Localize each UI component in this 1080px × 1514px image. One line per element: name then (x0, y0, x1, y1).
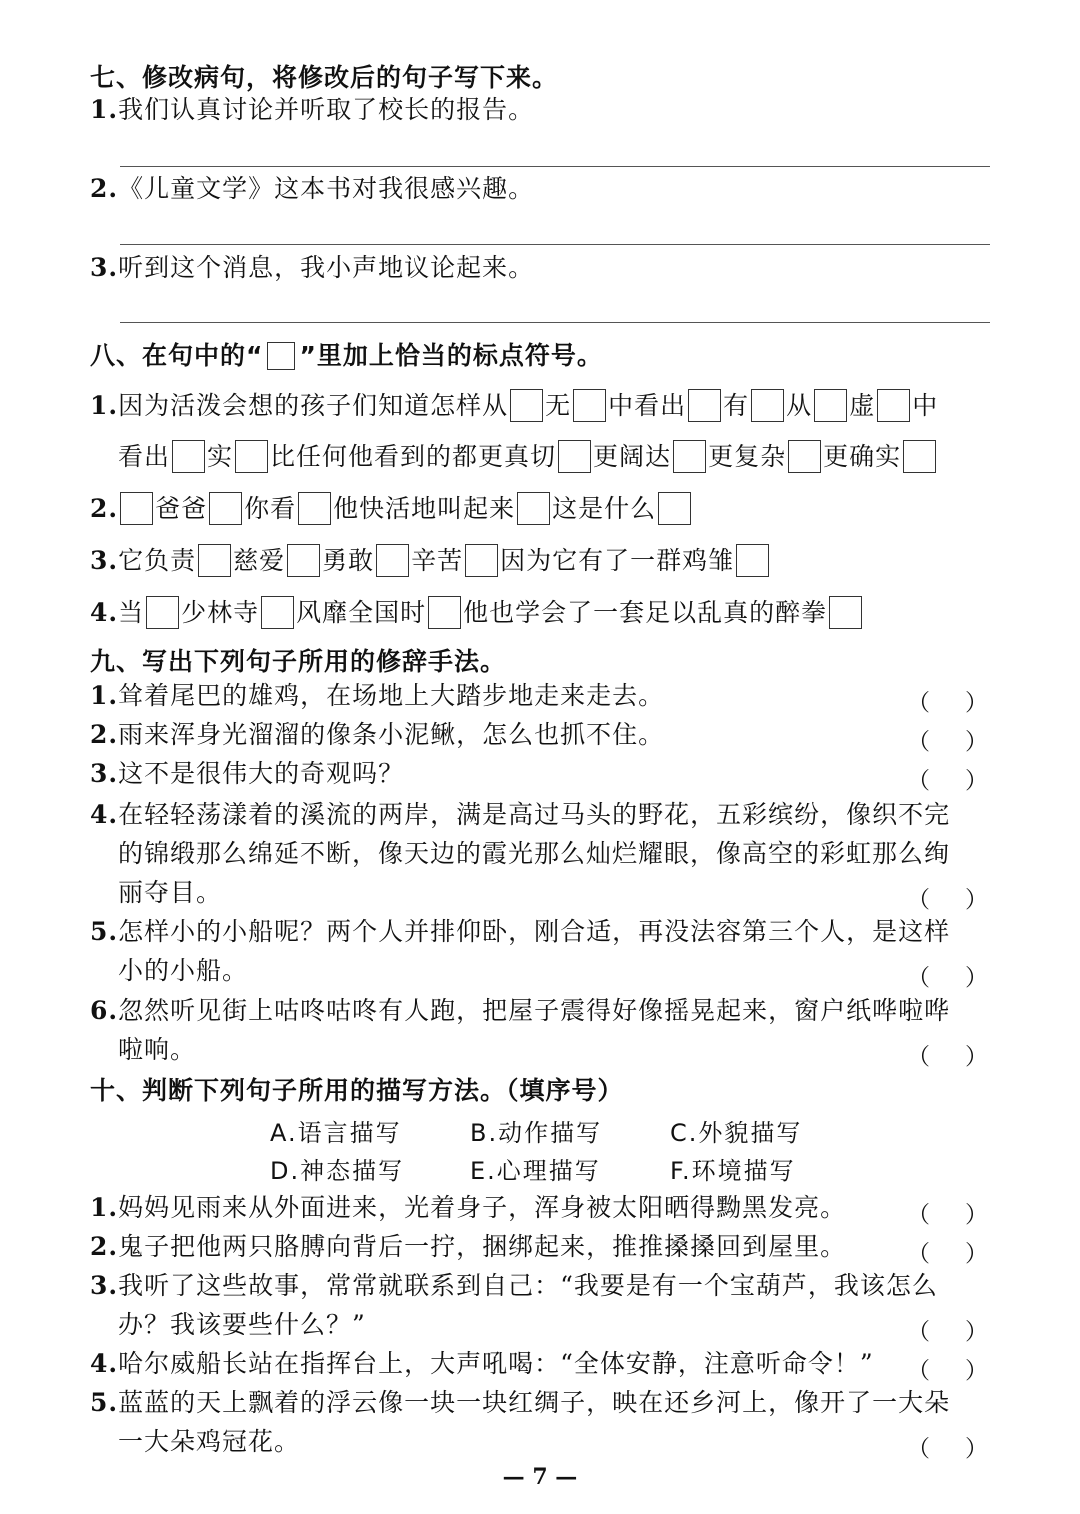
punct-box[interactable] (903, 440, 936, 473)
s9-item-5-line1 (90, 914, 950, 950)
s7-item-3 (90, 250, 534, 286)
text: 你看 (244, 494, 297, 523)
paren-close: ） (965, 1436, 988, 1462)
text: 这是什么 (552, 494, 657, 523)
s9-item-6-line1 (90, 993, 950, 1029)
text: 爸爸 (155, 494, 208, 523)
item-number: 4. (90, 1349, 119, 1378)
punct-box[interactable] (573, 389, 606, 422)
s10-item-4 (90, 1346, 874, 1382)
punct-box[interactable] (829, 596, 862, 629)
option-d: D.神态描写 (270, 1157, 405, 1185)
title-part: ”里加上恰当的标点符号。 (299, 341, 603, 370)
item-number: 2. (90, 174, 119, 203)
text: 无 (545, 391, 572, 420)
option-c: C.外貌描写 (670, 1119, 803, 1147)
item-text: 怎样小的小船呢？两个人并排仰卧，刚合适，再没法容第三个人，是这样 (118, 917, 951, 946)
s10-item-1 (90, 1190, 846, 1226)
item-number: 3. (90, 1271, 119, 1300)
item-number: 1. (90, 681, 119, 710)
item-text: 鬼子把他两只胳膊向背后一拧，捆绑起来，推推搡搡回到屋里。 (118, 1232, 847, 1261)
answer-parens[interactable] (907, 1038, 988, 1071)
s8-item-2 (90, 489, 693, 529)
s7-item-1 (90, 92, 534, 128)
item-text: 耸着尾巴的雄鸡，在场地上大踏步地走来走去。 (118, 681, 665, 710)
paren-close: ） (965, 1044, 988, 1070)
s9-item-4-line1 (90, 797, 950, 833)
punct-box[interactable] (172, 440, 205, 473)
s9-item-6-line2: 啦响。 (118, 1035, 197, 1064)
text: 风靡全国时 (296, 598, 427, 627)
item-number: 3. (90, 253, 119, 282)
text: 从 (786, 391, 813, 420)
item-text: 雨来浑身光溜溜的像条小泥鳅，怎么也抓不住。 (118, 720, 665, 749)
item-text: 我听了这些故事，常常就联系到自己：“我要是有一个宝葫芦，我该怎么 (118, 1271, 938, 1300)
punct-box[interactable] (120, 492, 153, 525)
paren-open: （ (907, 965, 930, 991)
punct-box[interactable] (558, 440, 591, 473)
item-number: 2. (90, 720, 119, 749)
item-number: 5. (90, 1388, 119, 1417)
s7-item-2 (90, 171, 534, 207)
s9-item-1 (90, 678, 664, 714)
s9-item-2 (90, 717, 664, 753)
paren-open: （ (907, 690, 930, 716)
section-7-title: 七、修改病句，将修改后的句子写下来。 (90, 63, 559, 92)
s9-item-5-line2: 小的小船。 (118, 956, 249, 985)
text: 比任何他看到的都更真切 (270, 442, 557, 471)
paren-close: ） (965, 965, 988, 991)
punct-box[interactable] (261, 596, 294, 629)
title-part: 八、在句中的“ (90, 341, 264, 370)
punct-box[interactable] (673, 440, 706, 473)
text: 当 (118, 598, 145, 627)
paren-open: （ (907, 1044, 930, 1070)
text: 它负责 (118, 546, 197, 575)
item-text: 妈妈见雨来从外面进来，光着身子，浑身被太阳晒得黝黑发亮。 (118, 1193, 847, 1222)
s8-item-1-line2 (118, 437, 938, 477)
item-text: 听到这个消息，我小声地议论起来。 (118, 253, 535, 282)
answer-parens[interactable] (907, 1196, 988, 1229)
section-8-title (90, 336, 603, 372)
punct-box[interactable] (688, 389, 721, 422)
text: 虚 (849, 391, 876, 420)
s9-item-4-line3: 丽夺目。 (118, 878, 223, 907)
answer-line[interactable] (120, 322, 990, 323)
answer-parens[interactable] (907, 1352, 988, 1385)
text: 慈爱 (233, 546, 286, 575)
punct-box[interactable] (788, 440, 821, 473)
punct-box[interactable] (658, 492, 691, 525)
answer-parens[interactable] (907, 881, 988, 914)
punct-box[interactable] (287, 544, 320, 577)
paren-open: （ (907, 1358, 930, 1384)
punct-box[interactable] (298, 492, 331, 525)
punct-box[interactable] (510, 389, 543, 422)
answer-line[interactable] (120, 166, 990, 167)
s10-item-5-line2: 一大朵鸡冠花。 (118, 1427, 301, 1456)
paren-close: ） (965, 1241, 988, 1267)
answer-line[interactable] (120, 244, 990, 245)
s10-item-3-line1 (90, 1268, 938, 1304)
item-number: 3. (90, 759, 119, 788)
answer-parens[interactable] (907, 959, 988, 992)
answer-parens[interactable] (907, 723, 988, 756)
s9-item-3 (90, 756, 404, 792)
text: 因为它有了一群鸡雏 (500, 546, 735, 575)
paren-close: ） (965, 690, 988, 716)
page-number: — 7 — (502, 1464, 578, 1490)
option-b: B.动作描写 (470, 1119, 603, 1147)
paren-open: （ (907, 768, 930, 794)
paren-close: ） (965, 729, 988, 755)
s8-item-3 (90, 541, 771, 581)
punct-box[interactable] (209, 492, 242, 525)
item-number: 5. (90, 917, 119, 946)
answer-parens[interactable] (907, 762, 988, 795)
item-number: 1. (90, 95, 119, 124)
text: 更阔达 (593, 442, 672, 471)
s8-item-4 (90, 593, 864, 633)
item-text: 哈尔威船长站在指挥台上，大声吼喝：“全体安静，注意听命令！” (118, 1349, 874, 1378)
answer-parens[interactable] (907, 684, 988, 717)
section-10-title: 十、判断下列句子所用的描写方法。（填序号） (90, 1076, 624, 1105)
paren-open: （ (907, 1436, 930, 1462)
punct-box[interactable] (146, 596, 179, 629)
paren-close: ） (965, 887, 988, 913)
punct-box[interactable] (736, 544, 769, 577)
answer-parens[interactable] (907, 1430, 988, 1463)
punct-box[interactable] (465, 544, 498, 577)
item-text: 这不是很伟大的奇观吗？ (118, 759, 405, 788)
text: 勇敢 (322, 546, 375, 575)
paren-open: （ (907, 1202, 930, 1228)
option-e: E.心理描写 (470, 1157, 601, 1185)
item-number: 2. (90, 1232, 119, 1261)
punct-box[interactable] (751, 389, 784, 422)
s9-item-4-line2: 的锦缎那么绵延不断，像天边的霞光那么灿烂耀眼，像高空的彩虹那么绚 (118, 839, 951, 868)
section-9-title: 九、写出下列句子所用的修辞手法。 (90, 647, 507, 676)
text: 中看出 (608, 391, 687, 420)
answer-parens[interactable] (907, 1235, 988, 1268)
paren-open: （ (907, 729, 930, 755)
item-text: 在轻轻荡漾着的溪流的两岸，满是高过马头的野花，五彩缤纷，像织不完 (118, 800, 951, 829)
text: 更复杂 (708, 442, 787, 471)
option-a: A.语言描写 (270, 1119, 402, 1147)
item-number: 3. (90, 546, 119, 575)
text: 看出 (118, 442, 171, 471)
item-text: 忽然听见街上咕咚咕咚有人跑，把屋子震得好像摇晃起来，窗户纸哗啦哗 (118, 996, 951, 1025)
item-number: 1. (90, 1193, 119, 1222)
text: 有 (723, 391, 750, 420)
punct-box[interactable] (235, 440, 268, 473)
paren-close: ） (965, 1202, 988, 1228)
punct-box[interactable] (877, 389, 910, 422)
paren-open: （ (907, 1319, 930, 1345)
item-number: 4. (90, 800, 119, 829)
item-text: 我们认真讨论并听取了校长的报告。 (118, 95, 535, 124)
s10-item-2 (90, 1229, 846, 1265)
option-f: F.环境描写 (670, 1157, 796, 1185)
punct-box[interactable] (517, 492, 550, 525)
item-text: 蓝蓝的天上飘着的浮云像一块一块红绸子，映在还乡河上，像开了一大朵 (118, 1388, 951, 1417)
paren-open: （ (907, 887, 930, 913)
s10-item-3-line2: 办？我该要些什么？” (118, 1310, 366, 1339)
paren-close: ） (965, 1358, 988, 1384)
text: 因为活泼会想的孩子们知道怎样从 (118, 391, 509, 420)
punct-box[interactable] (376, 544, 409, 577)
item-number: 6. (90, 996, 119, 1025)
item-number: 2. (90, 494, 119, 523)
text: 中 (912, 391, 939, 420)
answer-parens[interactable] (907, 1313, 988, 1346)
text: 少林寺 (181, 598, 260, 627)
punct-box[interactable] (428, 596, 461, 629)
paren-close: ） (965, 1319, 988, 1345)
text: 辛苦 (411, 546, 464, 575)
s8-item-1-line1 (90, 386, 938, 426)
s10-item-5-line1 (90, 1385, 950, 1421)
item-number: 1. (90, 391, 119, 420)
text: 他快活地叫起来 (333, 494, 516, 523)
paren-open: （ (907, 1241, 930, 1267)
paren-close: ） (965, 768, 988, 794)
punct-box[interactable] (198, 544, 231, 577)
text: 更确实 (823, 442, 902, 471)
item-number: 4. (90, 598, 119, 627)
text: 他也学会了一套足以乱真的醉拳 (463, 598, 828, 627)
punct-box[interactable] (814, 389, 847, 422)
item-text: 《儿童文学》这本书对我很感兴趣。 (118, 174, 535, 203)
text: 实 (207, 442, 234, 471)
sample-box (267, 342, 295, 370)
